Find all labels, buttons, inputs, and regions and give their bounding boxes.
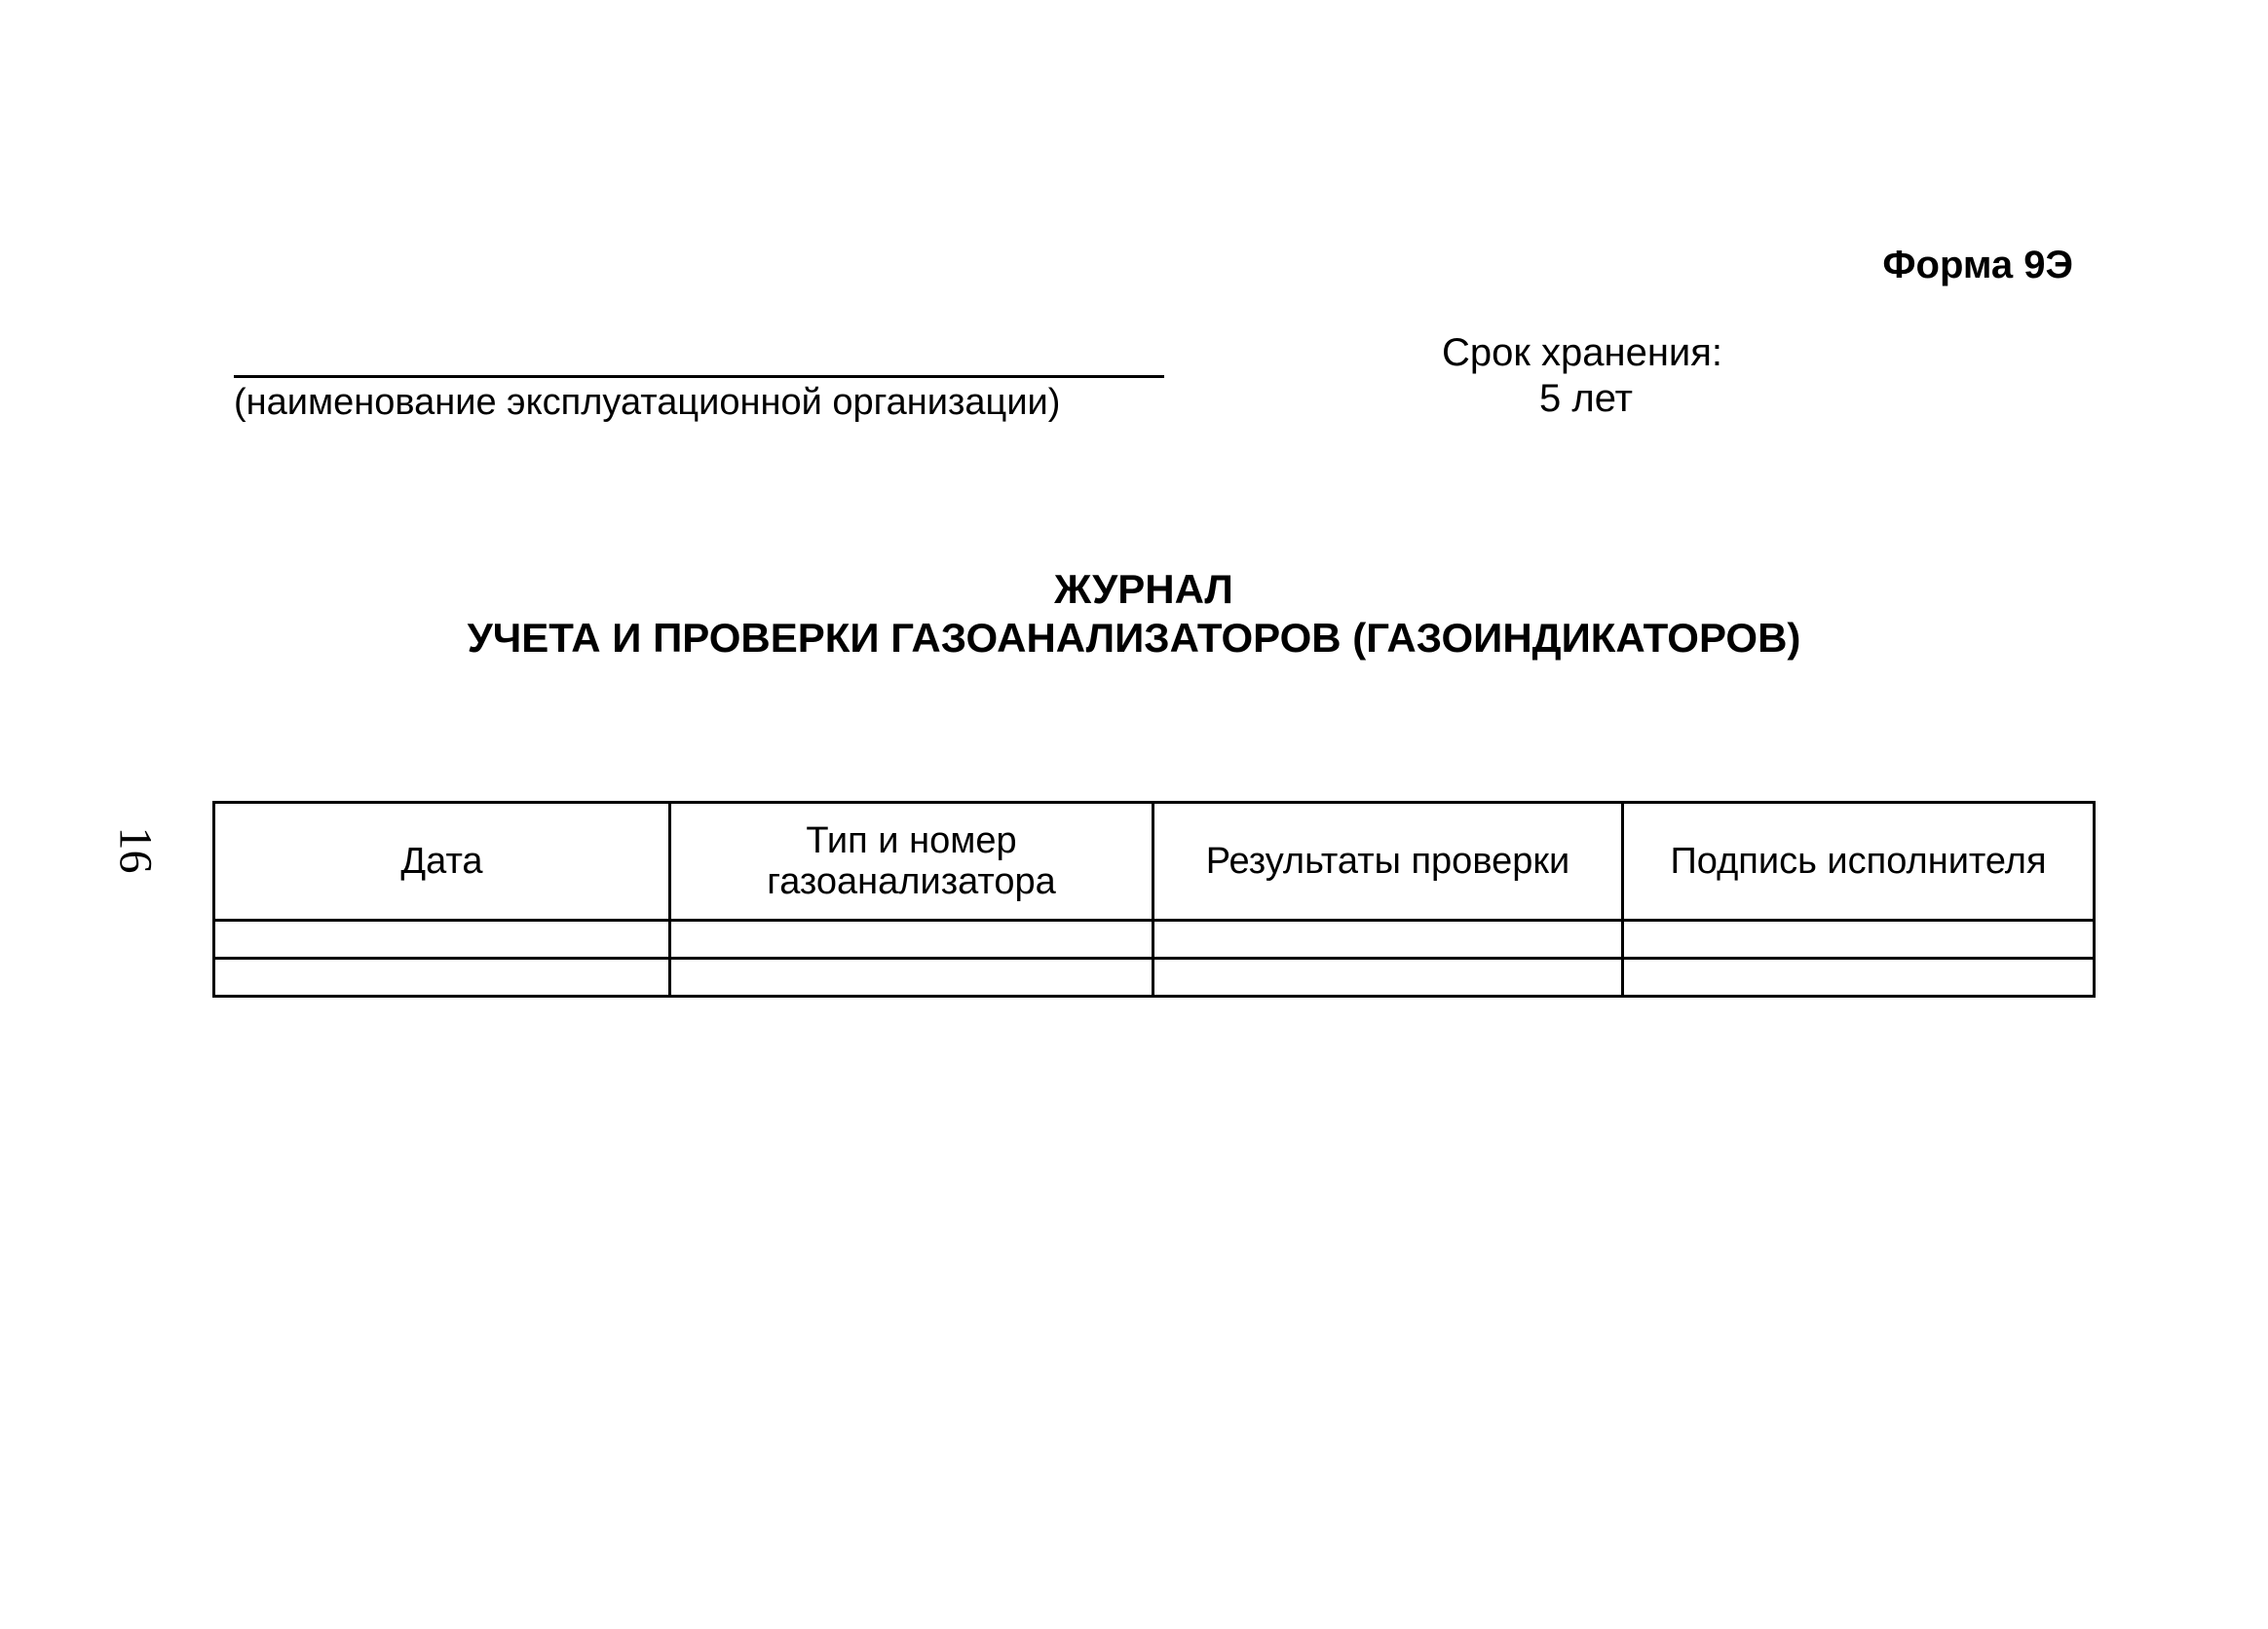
table-cell (1623, 959, 2095, 997)
journal-table (212, 801, 2096, 998)
header-analyzer-type-number: Тип и номер газоанализатора (670, 803, 1153, 921)
table-row (214, 959, 2095, 997)
retention-block (1442, 331, 1754, 421)
organization-name-line (234, 336, 1164, 378)
header-check-results: Результаты проверки (1153, 803, 1623, 921)
title-line-2: УЧЕТА И ПРОВЕРКИ ГАЗОАНАЛИЗАТОРОВ (ГАЗОИНДИКАТОРОВ) (467, 615, 1801, 661)
table-cell (1623, 921, 2095, 959)
title-line-1: ЖУРНАЛ (1054, 566, 1233, 612)
table-cell (670, 921, 1153, 959)
retention-label: Срок хранения: (1442, 331, 1723, 374)
table-cell (670, 959, 1153, 997)
form-number-label: Форма 9Э (1882, 244, 2073, 286)
page-number: 16 (109, 826, 162, 874)
table-cell (1153, 921, 1623, 959)
table-header-row (214, 803, 2095, 921)
organization-block (234, 336, 1169, 424)
table-cell (214, 921, 670, 959)
organization-caption: (наименование эксплуатационной организации) (234, 382, 1061, 423)
table-cell (1153, 959, 1623, 997)
header-date: Дата (214, 803, 670, 921)
table-cell (214, 959, 670, 997)
retention-value: 5 лет (1539, 377, 1633, 420)
table-row (214, 921, 2095, 959)
header-executor-signature: Подпись исполнителя (1623, 803, 2095, 921)
document-title (0, 565, 2268, 663)
